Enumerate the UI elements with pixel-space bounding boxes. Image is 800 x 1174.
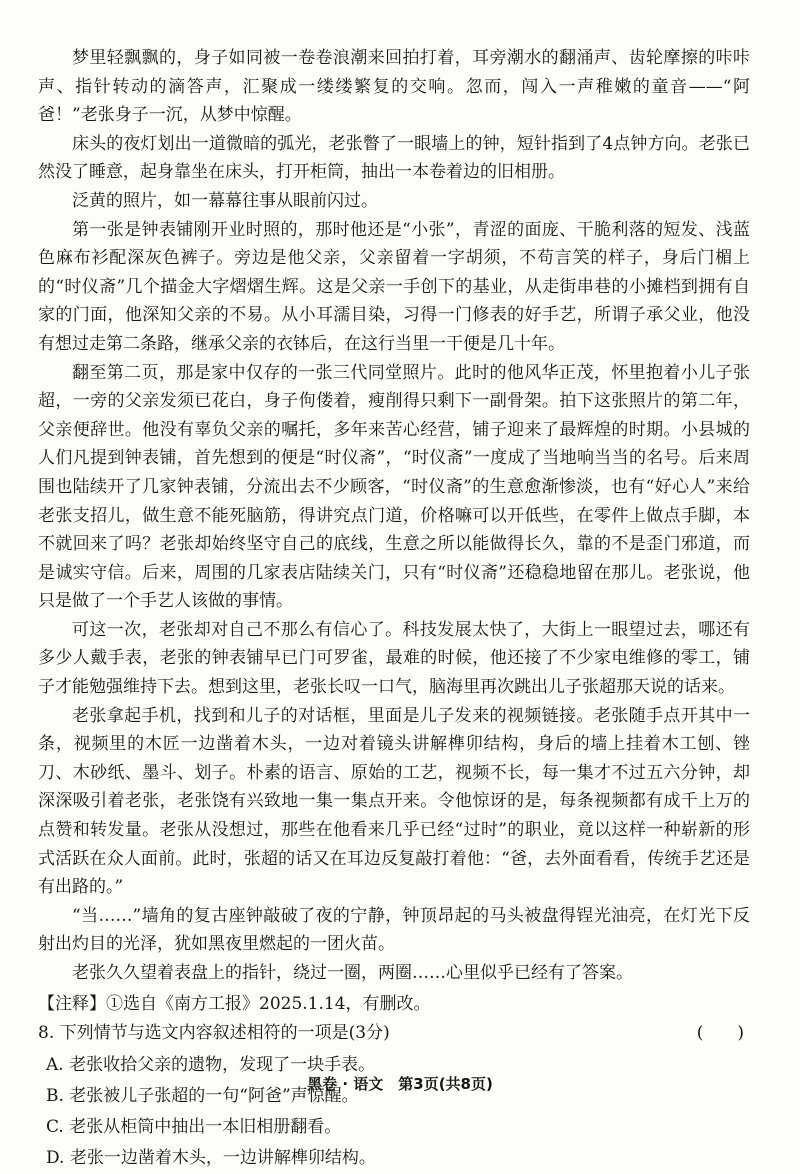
option-b[interactable]: B. 老张被儿子张超的一句“阿爸”声惊醒。 [46, 1085, 359, 1106]
passage-paragraph-1: 梦里轻飘飘的，身子如同被一卷卷浪潮来回拍打着，耳旁潮水的翻涌声、齿轮摩擦的咔咔声、指针转动的滴答声，汇聚成一缕缕繁复的交响。忽而，闯入一声稚嫩的童音——“阿爸！”老张身子一沉，从梦中惊醒。 [38, 48, 750, 126]
answer-options [38, 1050, 750, 1174]
passage-paragraph-8: “当……”墙角的复古座钟敲破了夜的宁静，钟顶昂起的马头被盘得锃光油亮，在灯光下反射出灼目的光泽，犹如黑夜里燃起的一团火苗。 [38, 905, 750, 955]
option-a[interactable]: A. 老张收拾父亲的遗物，发现了一块手表。 [46, 1054, 376, 1075]
passage-paragraph-9: 老张久久望着表盘上的指针，绕过一圈，两圈……心里似乎已经有了答案。 [72, 963, 633, 983]
passage-paragraph-3: 泛黄的照片，如一幕幕往事从眼前闪过。 [72, 190, 378, 211]
passage-paragraph-7: 老张拿起手机，找到和儿子的对话框，里面是儿子发来的视频链接。老张随手点开其中一条，视频里的木匠一边凿着木头，一边对着镜头讲解榫卯结构，身后的墙上挂着木工刨、锉刀、木砂纸、墨斗、划子。朴素的语言、原始的工艺，视频不长，每一集才不过五六分钟，却深深吸引着老张，老张饶有兴致地一集一集点开来。令他惊讶的是，每条视频都有成千上万的点赞和转发量。老张从没想过，那些在他看来几乎已经“过时”的职业，竟以这样一种崭新的形式活跃在众人面前。此时，张超的话又在耳边反复敲打着他：“爸，去外面看看，传统手艺还是有出路的。” [38, 705, 750, 898]
reading-passage [38, 44, 750, 988]
page-footer: 黑卷 · 语文 第3页(共8页) [307, 1075, 493, 1093]
option-c[interactable]: C. 老张从柜筒中抽出一本旧相册翻看。 [46, 1116, 342, 1137]
source-note: 【注释】①选自《南方工报》2025.1.14，有删改。 [38, 993, 431, 1014]
option-d[interactable]: D. 老张一边凿着木头，一边讲解榫卯结构。 [46, 1147, 376, 1168]
passage-paragraph-4: 第一张是钟表铺刚开业时照的，那时他还是“小张”，青涩的面庞、干脆利落的短发、浅蓝色麻布衫配深灰色裤子。旁边是他父亲，父亲留着一字胡须，不苟言笑的样子，身后门楣上的“时仪斋”几个描金大字熠熠生辉。这是父亲一手创下的基业，从走街串巷的小摊档到拥有自家的门面，他深知父亲的不易。从小耳濡目染，习得一门修表的好手艺，所谓子承父业，他没有想过走第二条路，继承父亲的衣钵后，在这行当里一干便是几十年。 [38, 219, 750, 354]
answer-bracket[interactable]: ( ) [696, 1023, 744, 1044]
passage-paragraph-2: 床头的夜灯划出一道微暗的弧光，老张瞥了一眼墙上的钟，短针指到了4点钟方向。老张已然没了睡意，起身靠坐在床头，打开柜筒，抽出一本卷着边的旧相册。 [38, 133, 750, 183]
passage-paragraph-5: 翻至第二页，那是家中仅存的一张三代同堂照片。此时的他风华正茂，怀里抱着小儿子张超，一旁的父亲发须已花白，身子佝偻着，瘦削得只剩下一副骨架。拍下这张照片的第二年，父亲便辞世。他没有辜负父亲的嘱托，多年来苦心经营，铺子迎来了最辉煌的时期。小县城的人们凡提到钟表铺，首先想到的便是“时仪斋”，“时仪斋”一度成了当地响当当的名号。后来周围也陆续开了几家钟表铺，分流出去不少顾客，“时仪斋”的生意愈渐惨淡，也有“好心人”来给老张支招儿，做生意不能死脑筋，得讲究点门道，价格嘛可以开低些，在零件上做点手脚，本不就回来了吗？老张却始终坚守自己的底线，生意之所以能做得长久，靠的不是歪门邪道，而是诚实守信。后来，周围的几家表店陆续关门，只有“时仪斋”还稳稳地留在那儿。老张说，他只是做了一个手艺人该做的事情。 [38, 362, 750, 612]
passage-paragraph-6: 可这一次，老张却对自己不那么有信心了。科技发展太快了，大街上一眼望过去，哪还有多少人戴手表，老张的钟表铺早已门可罗雀，最难的时候，他还接了不少家电维修的零工，铺子才能勉强维持下去。想到这里，老张长叹一口气，脑海里再次跳出儿子张超那天说的话来。 [38, 619, 750, 698]
question-8 [38, 1019, 750, 1174]
question-stem: 8. 下列情节与选文内容叙述相符的一项是(3分) [38, 1023, 390, 1044]
